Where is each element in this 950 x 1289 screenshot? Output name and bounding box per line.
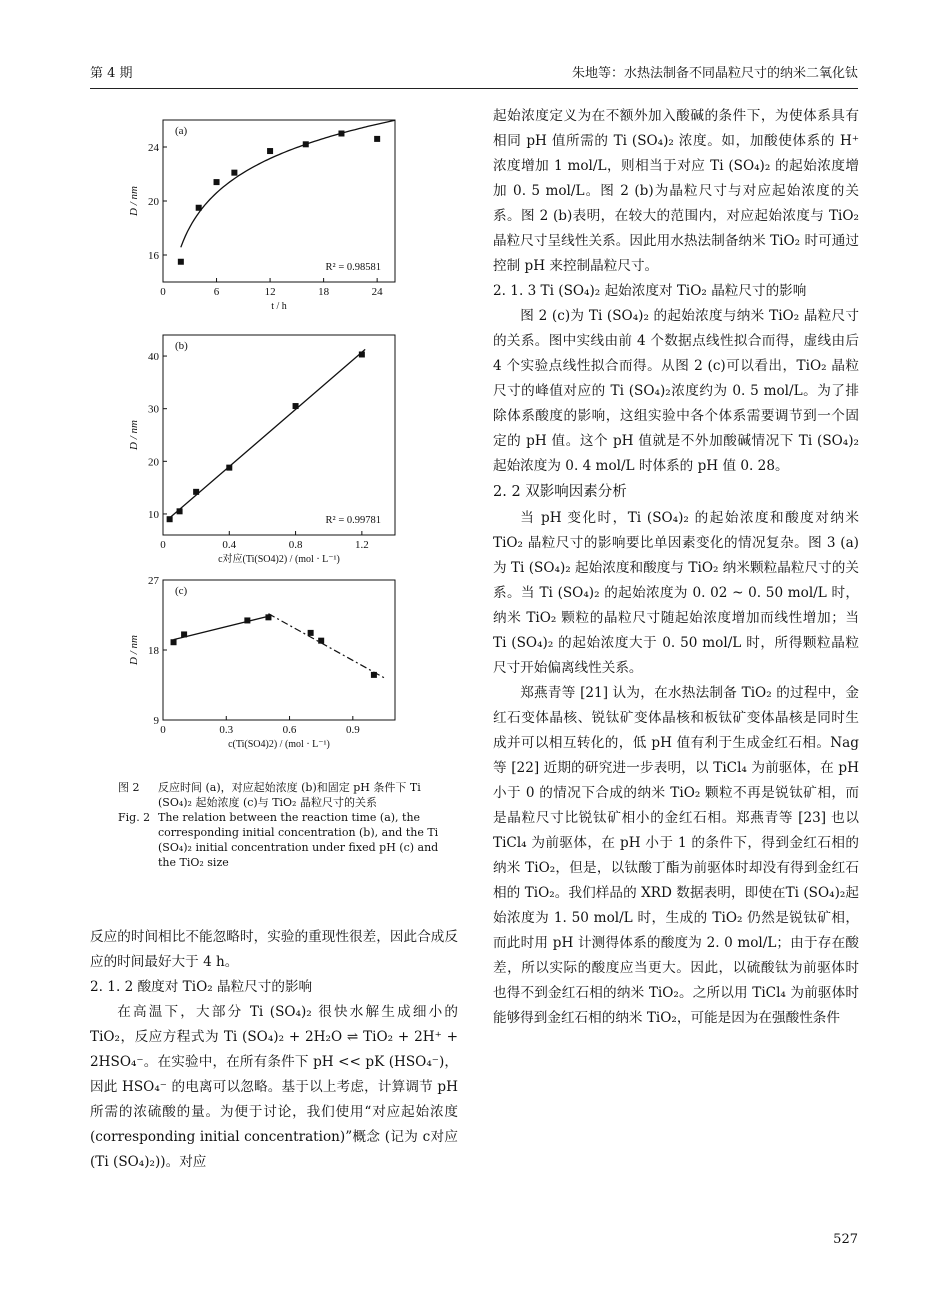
figure-2: [100, 110, 520, 770]
x-tick-label: 24: [371, 286, 383, 298]
y-tick-label: 27: [148, 575, 159, 587]
caption-en-label: Fig. 2: [118, 811, 151, 824]
x-tick-label: 18: [318, 286, 330, 298]
x-axis-label: c(Ti(SO4)2) / (mol · L⁻¹): [228, 739, 330, 750]
x-tick-label: 0: [160, 286, 166, 298]
paragraph: 郑燕青等 [21] 认为，在水热法制备 TiO₂ 的过程中，金红石变体晶核、锐钛矿变体晶核和板钛矿变体晶核是同时生成并可以相互转化的，低 pH 值有利于生成金红石相。Nag 等 [22] 近期的研究进一步表明，以 TiCl₄ 为前驱体，在 pH 小于 0 的情况下合成的纳米 TiO₂ 颗粒不再是锐钛矿相，而是晶粒尺寸比锐钛矿相小的金红石相。郑燕青等 [23] 也以 TiCl₄ 为前驱体，在 pH 小于 1 的条件下，得到金红石相的纳米 TiO₂，但是，以钛酸丁酯为前驱体时却没有得到金红石相的 TiO₂。我们样品的 XRD 数据表明，即使在Ti (SO₄)₂起始浓度为 1. 50 mol/L 时，生成的 TiO₂ 仍然是锐钛矿相，而此时用 pH 计测得体系的酸度为 2. 0 mol/L；由于存在酸差，所以实际的酸度应当更大。因此，以硫酸钛为前驱体时也得不到金红石相的纳米 TiO₂。之所以用 TiCl₄ 为前驱体时能够得到金红石相的纳米 TiO₂，可能是因为在强酸性条件: [493, 685, 859, 1026]
data-point: [318, 638, 324, 644]
y-tick-label: 24: [148, 142, 159, 154]
data-point: [226, 465, 232, 471]
y-axis-label: D / nm: [128, 420, 140, 450]
panel-label: (b): [175, 340, 188, 352]
plot-frame: [163, 120, 395, 282]
paragraph: 在高温下，大部分 Ti (SO₄)₂ 很快水解生成细小的 TiO₂，反应方程式为 Ti (SO₄)₂ + 2H₂O ⇌ TiO₂ + 2H⁺ + 2HSO₄⁻。在实验中，在所有条件下 pH << pK (HSO₄⁻)，因此 HSO₄⁻ 的电离可以忽略。基于以上考虑，计算调节 pH 所需的浓硫酸的量。为便于讨论，我们使用“对应起始浓度 (corresponding initial concentration)”概念 (记为 c对应 (Ti (SO₄)₂))。对应: [90, 1004, 458, 1170]
y-tick-label: 16: [148, 250, 159, 262]
data-point: [265, 614, 271, 620]
data-point: [303, 141, 309, 147]
data-point: [374, 136, 380, 142]
running-header-title: 朱地等：水热法制备不同晶粒尺寸的纳米二氧化钛: [571, 66, 858, 81]
chart-panel-2: [128, 335, 395, 565]
left-column-text: [90, 925, 458, 1175]
data-point: [338, 131, 344, 137]
data-point: [231, 170, 237, 176]
panel-label: (c): [175, 585, 188, 597]
x-axis-label: c对应(Ti(SO4)2) / (mol · L⁻¹): [218, 554, 340, 565]
x-tick-label: 0.4: [222, 539, 237, 551]
data-point: [267, 148, 273, 154]
data-point: [171, 639, 177, 645]
x-tick-label: 0.9: [345, 724, 360, 736]
x-tick-label: 0: [160, 539, 166, 551]
section-heading-2-1-3: 2. 1. 3 Ti (SO₄)₂ 起始浓度对 TiO₂ 晶粒尺寸的影响: [493, 283, 807, 299]
x-tick-label: 0: [160, 724, 166, 736]
page-number: 527: [833, 1232, 858, 1247]
r-squared-annotation: R² = 0.99781: [325, 515, 381, 526]
y-tick-label: 20: [148, 196, 159, 208]
fit-line-solid: [174, 616, 269, 639]
y-axis-label: D / nm: [128, 186, 140, 216]
paragraph: 图 2 (c)为 Ti (SO₄)₂ 的起始浓度与纳米 TiO₂ 晶粒尺寸的关系。图中实线由前 4 个数据点线性拟合而得，虚线由后 4 个实验点线性拟合而得。从图 2 (c)可以看出，TiO₂ 晶粒尺寸的峰值对应的 Ti (SO₄)₂浓度约为 0. 5 mol/L。为了排除体系酸度的影响，这组实验中各个体系需要调节到一个固定的 pH 值。这个 pH 值就是不外加酸碱情况下 Ti (SO₄)₂起始浓度为 0. 4 mol/L 时体系的 pH 值 0. 28。: [493, 308, 859, 474]
paragraph: 反应的时间相比不能忽略时，实验的重现性很差，因此合成反应的时间最好大于 4 h。: [90, 929, 458, 970]
fit-line-dashdot: [268, 614, 384, 678]
plot-frame: [163, 580, 395, 720]
data-point: [193, 489, 199, 495]
data-point: [177, 508, 183, 514]
caption-zh-label: 图 2: [118, 781, 140, 794]
y-tick-label: 20: [148, 456, 159, 469]
plot-frame: [163, 335, 395, 535]
x-tick-label: 12: [264, 286, 276, 298]
header-rule: [90, 88, 858, 89]
r-squared-annotation: R² = 0.98581: [325, 262, 381, 273]
data-point: [371, 672, 377, 678]
x-tick-label: 0.8: [288, 539, 303, 551]
x-tick-label: 1.2: [354, 539, 369, 551]
data-point: [244, 617, 250, 623]
fit-curve: [181, 120, 395, 247]
data-point: [214, 179, 220, 185]
data-point: [178, 259, 184, 265]
data-point: [308, 630, 314, 636]
right-column-text: [493, 104, 859, 1031]
y-tick-label: 18: [148, 645, 159, 657]
y-tick-label: 9: [153, 715, 159, 727]
running-header-issue: 第 4 期: [90, 66, 133, 81]
data-point: [167, 516, 173, 522]
data-point: [293, 403, 299, 409]
paragraph: 起始浓度定义为在不额外加入酸碱的条件下，为使体系具有相同 pH 值所需的 Ti (SO₄)₂ 浓度。如，加酸使体系的 H⁺ 浓度增加 1 mol/L，则相当于对应 Ti (SO₄)₂ 的起始浓度增加 0. 5 mol/L。图 2 (b)为晶粒尺寸与对应起始浓度的关系。图 2 (b)表明，在较大的范围内，对应起始浓度与 TiO₂ 晶粒尺寸呈线性关系。因此用水热法制备纳米 TiO₂ 时可通过控制 pH 来控制晶粒尺寸。: [493, 108, 859, 274]
x-axis-label: t / h: [271, 301, 287, 312]
data-point: [359, 351, 365, 357]
data-point: [181, 631, 187, 637]
y-axis-label: D / nm: [128, 635, 140, 665]
x-tick-label: 0.3: [219, 724, 234, 736]
section-heading-2-1-2: 2. 1. 2 酸度对 TiO₂ 晶粒尺寸的影响: [90, 979, 313, 995]
y-tick-label: 30: [148, 403, 159, 416]
chart-panel-3: [128, 575, 395, 750]
paragraph: 当 pH 变化时，Ti (SO₄)₂ 的起始浓度和酸度对纳米 TiO₂ 晶粒尺寸的影响要比单因素变化的情况复杂。图 3 (a)为 Ti (SO₄)₂ 起始浓度和酸度与 TiO₂ 纳米颗粒晶粒尺寸的关系。当 Ti (SO₄)₂ 的起始浓度为 0. 02 ~ 0. 50 mol/L 时，纳米 TiO₂ 颗粒的晶粒尺寸随起始浓度增加而线性增加；当 Ti (SO₄)₂ 的起始浓度大于 0. 50 mol/L 时，所得颗粒晶粒尺寸开始偏离线性关系。: [493, 510, 859, 676]
panel-label: (a): [175, 125, 188, 137]
x-tick-label: 6: [213, 286, 220, 298]
section-heading-2-2: 2. 2 双影响因素分析: [493, 484, 627, 500]
caption-zh-text: 反应时间 (a)，对应起始浓度 (b)和固定 pH 条件下 Ti (SO₄)₂ 起始浓度 (c)与 TiO₂ 晶粒尺寸的关系: [158, 781, 421, 809]
data-point: [196, 205, 202, 211]
chart-panel-1: [128, 120, 395, 312]
figure-caption: [118, 780, 448, 870]
y-tick-label: 40: [148, 351, 159, 364]
y-tick-label: 10: [148, 508, 159, 521]
caption-en-text: The relation between the reaction time (a), the corresponding initial concentration (b), and the Ti (SO₄)₂ initial concentration under fixed pH (c) and the TiO₂ size: [158, 811, 439, 869]
x-tick-label: 0.6: [282, 724, 297, 736]
